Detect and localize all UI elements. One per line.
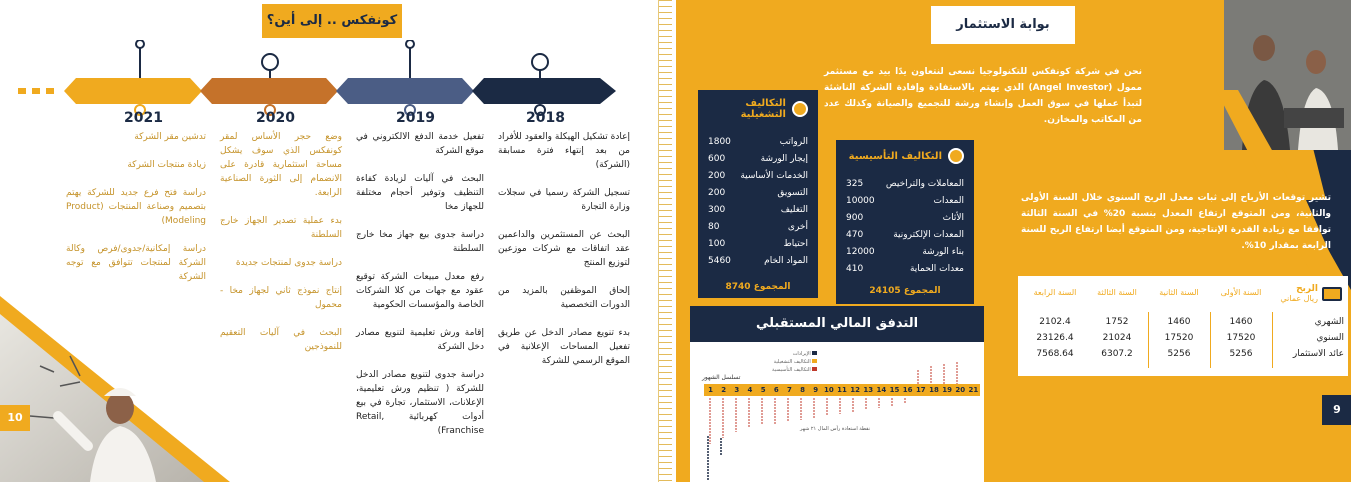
cost-value: 325 — [846, 179, 864, 189]
cash-flow-title: التدفق المالي المستقبلي — [690, 306, 984, 342]
operating-costs-header: التكاليف التشغيلية — [708, 98, 808, 120]
month-label: 5 — [760, 386, 766, 394]
capital-costs-header: التكاليف التأسيسية — [846, 148, 964, 164]
timeline-item: إلحاق الموظفين بالمزيد من الدورات التخصصية — [498, 286, 630, 310]
cash-flow-bars — [704, 344, 980, 482]
page-number: 10 — [0, 405, 30, 431]
profit-cell: 7568.64 — [1036, 349, 1074, 359]
profit-cell: 1460 — [1167, 317, 1191, 327]
intro-paragraph: نحن في شركة كونفكس للتكنولوجيا نسعى لنتعاون يدًا بيد مع مستثمر ممول (Angel Investor) الذي يهتم بالاستفادة وإفادة الشركة الناشئة لتبدأ عملها في سوق العمل وإنشاء ورشة للتجميع والصيانة وكذلك عدد من المكاتب والمخازن. — [824, 67, 1142, 125]
profit-cell: 17520 — [1226, 333, 1256, 343]
cost-value: 12000 — [846, 247, 875, 257]
forecast-paragraph: تشير توقعات الأرباح إلى ثبات معدل الربح السنوي خلال السنة الأولى والثانية، ومن المتوقع ارتفاع المعدل بنسبة 20% في السنة الثالثة توافقا مع زيادة القدرة الإنتاجية، ومن المتوقع أيضا ارتفاع الربح للسنة الرابعة بمقدار 10%. — [1021, 193, 1332, 251]
operating-costs-rows — [708, 134, 808, 270]
month-label: 20 — [955, 386, 966, 394]
cost-label: المواد الخام — [764, 256, 808, 266]
year-2020: 2020 — [256, 110, 295, 126]
profit-header — [1280, 284, 1342, 303]
month-label: 10 — [823, 386, 834, 394]
timeline-item: بدء عملية تصدير الجهاز خارج السلطنة — [220, 216, 342, 240]
timeline-item: إقامة ورش تعليمية لتنويع مصادر دخل الشركة — [356, 328, 484, 352]
timeline-item: دراسة جدوى بيع جهاز مخا خارج السلطنة — [356, 230, 484, 254]
cost-label: إيجار الورشة — [760, 154, 808, 164]
month-label: 14 — [876, 386, 887, 394]
profit-cell: 5256 — [1167, 349, 1191, 359]
capital-costs-card — [836, 140, 974, 304]
profit-cell: 21024 — [1102, 333, 1132, 343]
presenter-photo — [0, 296, 230, 482]
profit-col-header: السنة الرابعة — [1033, 288, 1077, 297]
timeline-item: تسجيل الشركة رسميا في سجلات وزارة التجارة — [498, 188, 630, 212]
cost-value: 5460 — [708, 256, 731, 266]
month-label: 6 — [773, 386, 779, 394]
right-page — [676, 0, 1351, 482]
profit-row — [1024, 330, 1344, 346]
profit-cell: 5256 — [1229, 349, 1253, 359]
timeline-item: وضع حجر الأساس لمقر كونفكس الذي سوف يشكل مساحة استثمارية قادرة على الانضمام إلى الثورة الصناعية الرابعة. — [220, 132, 342, 198]
cost-value: 600 — [708, 154, 726, 164]
cost-label: الخدمات الأساسية — [740, 171, 808, 181]
profit-cell: 2102.4 — [1039, 317, 1071, 327]
cost-label: الأثاث — [942, 213, 964, 223]
timeline-item: دراسة إمكانية/جدوى/فرص وكالة الشركة لمنتجات تتوافق مع توجه الشركة — [66, 244, 206, 282]
cost-value: 900 — [846, 213, 864, 223]
timeline-column-2020 — [220, 130, 342, 368]
profit-cell: 1460 — [1229, 317, 1253, 327]
profit-col-header: السنة الثالثة — [1097, 288, 1137, 297]
month-label: 2 — [721, 386, 727, 394]
timeline-column-2019 — [356, 130, 484, 452]
cost-value: 470 — [846, 230, 864, 240]
timeline-item: دراسة جدوى لتنويع مصادر الدخل للشركة ( تنظيم ورش تعليمية، الإعلانات، الاستثمار، تجارة في بيع أدوات كهربائية Retail, Franchise) — [356, 370, 484, 436]
year-2021: 2021 — [124, 110, 163, 126]
profit-cell: 1752 — [1105, 317, 1129, 327]
profit-col-header: السنة الثانية — [1159, 288, 1199, 297]
year-2019: 2019 — [396, 110, 435, 126]
timeline-item: البحث في آليات التعقيم للنموذجين — [220, 328, 342, 352]
timeline-item: دراسة فتح فرع جديد للشركة يهتم بتصميم وصناعة المنتجات (Product Modeling) — [66, 188, 206, 226]
month-label: 12 — [850, 386, 860, 394]
profit-cell: 17520 — [1164, 333, 1194, 343]
cost-row — [846, 227, 964, 244]
cost-label: بناء الورشة — [922, 247, 964, 257]
cost-row — [846, 193, 964, 210]
cost-label: المعدات الإلكترونية — [893, 230, 964, 240]
months-axis-label: تسلسل الشهور — [702, 374, 741, 381]
page-number: 9 — [1322, 395, 1351, 425]
column-divider — [1148, 312, 1149, 368]
profit-unit: ريال عماني — [1280, 294, 1318, 303]
operating-costs-total: المجموع 8740 — [725, 282, 791, 292]
month-label: 11 — [837, 386, 847, 394]
capital-costs-rows — [846, 176, 964, 278]
cost-value: 10000 — [846, 196, 875, 206]
month-label: 15 — [889, 386, 900, 394]
left-page — [0, 0, 672, 482]
cost-row — [846, 261, 964, 278]
month-label: 21 — [968, 386, 979, 394]
cost-row — [708, 151, 808, 168]
cost-row — [708, 219, 808, 236]
month-label: 9 — [813, 386, 819, 394]
cost-value: 200 — [708, 171, 726, 181]
legend-item: التكاليف التشغيلية — [772, 358, 817, 366]
month-label: 1 — [708, 386, 713, 394]
cost-row — [708, 185, 808, 202]
profit-row — [1024, 346, 1344, 362]
cash-flow-card — [690, 306, 984, 482]
timeline-band — [0, 40, 660, 120]
column-divider — [1210, 312, 1211, 368]
cost-row — [846, 176, 964, 193]
timeline-item: دراسة جدوى لمنتجات جديدة — [235, 258, 342, 268]
month-label: 17 — [915, 386, 926, 394]
profit-row-label: السنوي — [1316, 333, 1344, 343]
cost-value: 80 — [708, 222, 720, 232]
cash-flow-caption: نقطة استعادة رأس المال ٢١ شهر — [800, 426, 871, 432]
month-label: 4 — [747, 386, 753, 394]
ruler-decoration — [658, 0, 672, 482]
cost-row — [846, 244, 964, 261]
cost-label: الرواتب — [779, 137, 808, 147]
cost-row — [708, 253, 808, 270]
operating-costs-card — [698, 90, 818, 298]
timeline-item: تفعيل خدمة الدفع الالكتروني في موقع الشركة — [356, 132, 484, 156]
cost-value: 100 — [708, 239, 726, 249]
month-label: 19 — [942, 386, 952, 394]
cost-label: التغليف — [780, 205, 808, 215]
coin-icon — [792, 101, 808, 117]
profit-table-card — [1018, 276, 1348, 376]
cost-label: أخرى — [787, 222, 808, 232]
profit-headers — [1024, 288, 1272, 297]
cost-row — [708, 202, 808, 219]
timeline-item: إعادة تشكيل الهيكلة والعقود للأفراد من بعد إنتهاء فترة مسابقة (الشركة) — [498, 132, 630, 170]
cost-label: التسويق — [777, 188, 808, 198]
profit-col-header: السنة الأولى — [1220, 288, 1262, 297]
cost-label: معدات الحماية — [909, 264, 964, 274]
timeline-item: إنتاج نموذج ثاني لجهاز مخا - محمول — [220, 286, 342, 310]
month-label: 7 — [786, 386, 792, 394]
month-label: 16 — [902, 386, 913, 394]
profit-cell: 6307.2 — [1101, 349, 1133, 359]
month-label: 13 — [863, 386, 874, 394]
cost-label: احتياط — [783, 239, 808, 249]
timeline-item: البحث عن المستثمرين والداعمين عقد اتفاقات مع شركات موزعين لتوزيع المنتج — [498, 230, 630, 268]
cost-row — [708, 168, 808, 185]
cost-value: 410 — [846, 264, 864, 274]
coin-icon — [948, 148, 964, 164]
timeline-item: تدشين مقر الشركة — [134, 132, 206, 142]
cost-value: 200 — [708, 188, 726, 198]
profit-row-label: الشهري — [1314, 317, 1344, 327]
cash-icon — [1322, 287, 1342, 301]
cost-label: المعدات — [933, 196, 964, 206]
month-label: 3 — [734, 386, 740, 394]
timeline-item: البحث في آليات لزيادة كفاءة التنظيف وتوفير أحجام مختلفة للجهاز مخا — [356, 174, 484, 212]
page-title: كونفكس .. إلى أين؟ — [262, 4, 402, 38]
year-2018: 2018 — [526, 110, 565, 126]
profit-cell: 23126.4 — [1036, 333, 1074, 343]
cost-value: 300 — [708, 205, 726, 215]
timeline-item: رفع معدل مبيعات الشركة توقيع عقود مع جهات من كلا الشركات الخاصة والمؤسسات الحكومية — [356, 272, 484, 310]
profit-table-body — [1024, 314, 1344, 362]
profit-row-label: عائد الاستثمار — [1292, 349, 1344, 359]
timeline-column-2018 — [498, 130, 630, 382]
timeline-item: بدء تنويع مصادر الدخل عن طريق تفعيل المساحات الإعلانية في الموقع الرسمي للشركة — [498, 328, 630, 366]
timeline-item: زيادة منتجات الشركة — [127, 160, 206, 170]
cost-value: 1800 — [708, 137, 731, 147]
cost-label: المعاملات والتراخيص — [885, 179, 964, 189]
cost-row — [846, 210, 964, 227]
profit-title: الربح — [1296, 284, 1318, 294]
legend-item: التكاليف التأسيسية — [772, 366, 817, 374]
profit-row — [1024, 314, 1344, 330]
legend-item: الإيرادات — [772, 350, 817, 358]
capital-costs-total: المجموع 24105 — [869, 286, 941, 296]
section-title: بوابة الاستثمار — [931, 6, 1075, 44]
timeline-column-2021 — [66, 130, 206, 298]
month-label: 8 — [800, 386, 805, 394]
month-label: 18 — [929, 386, 939, 394]
cost-row — [708, 236, 808, 253]
column-divider — [1272, 312, 1273, 368]
cost-row — [708, 134, 808, 151]
